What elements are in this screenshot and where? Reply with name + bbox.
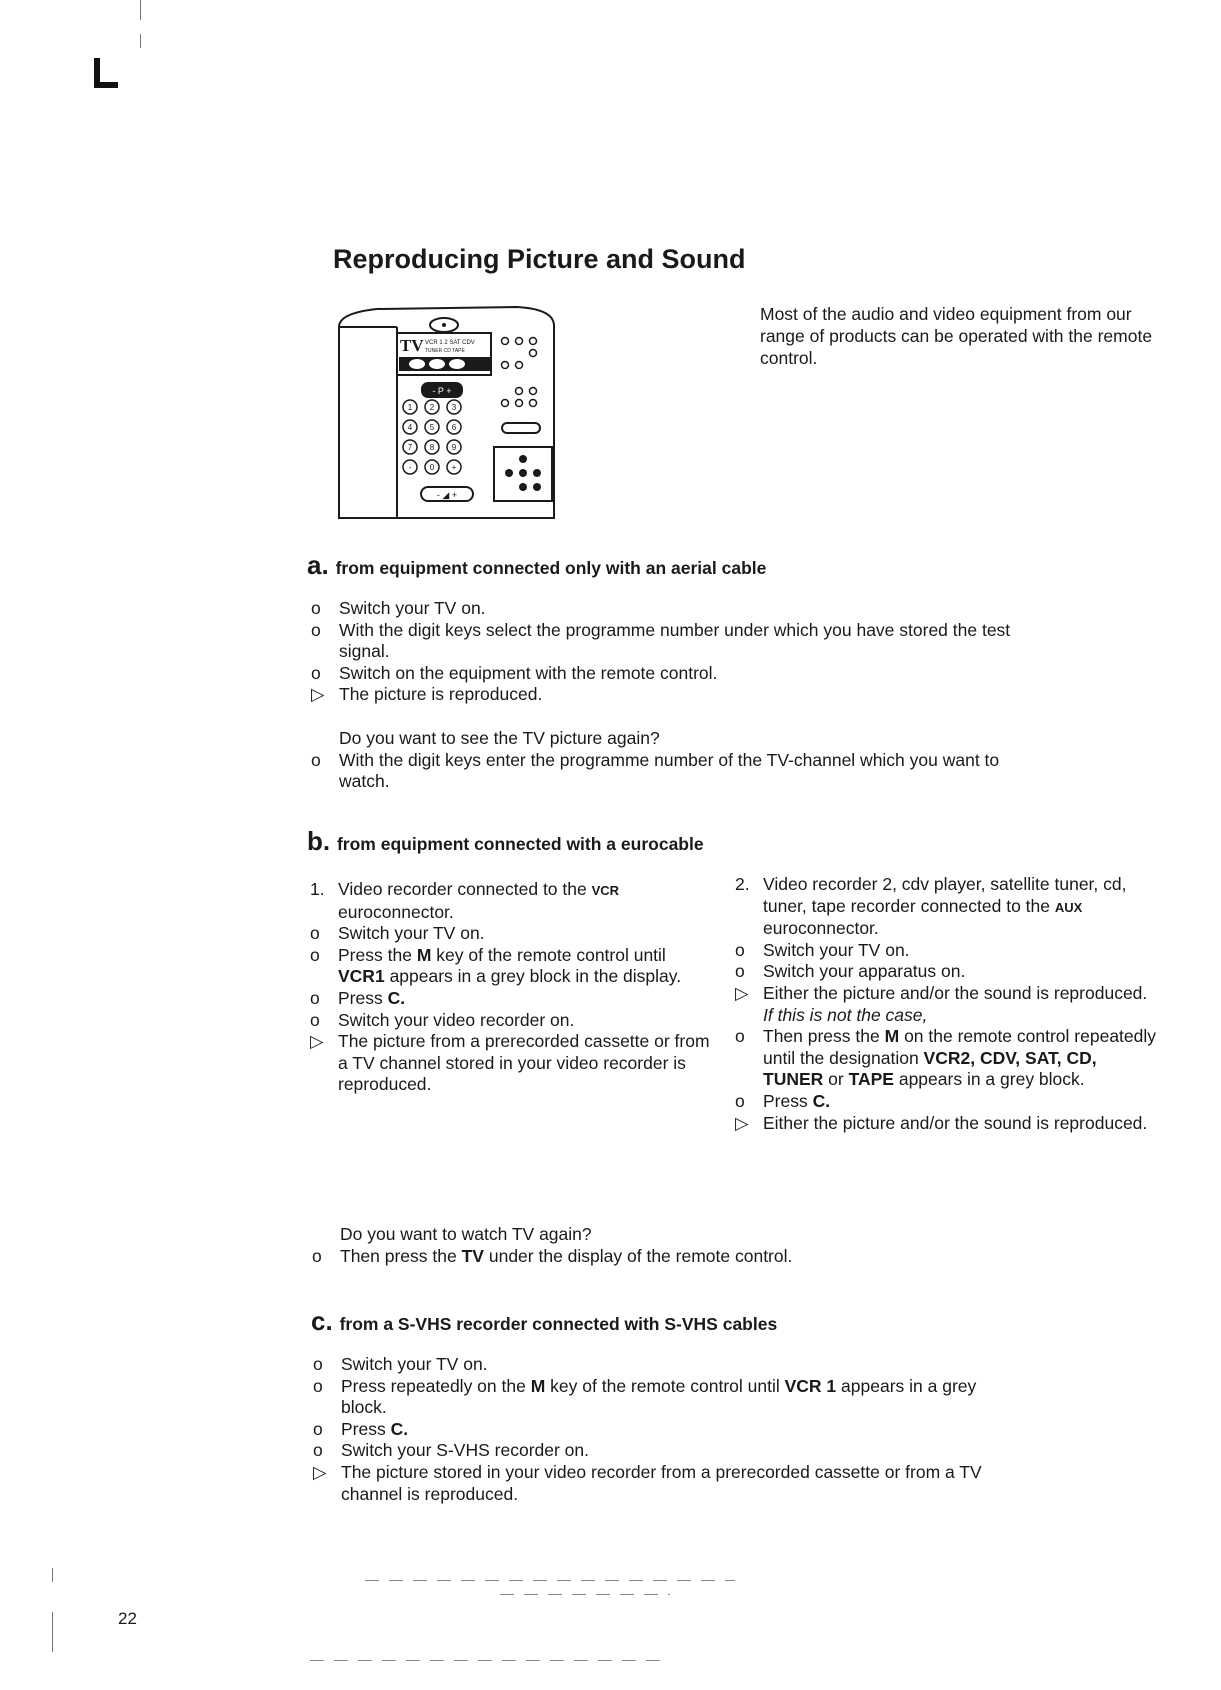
section-a-steps <box>311 598 1011 793</box>
section-heading-bold: eurocable <box>620 834 704 854</box>
result-marker: ▷ <box>310 1031 324 1052</box>
key-label: C. <box>387 987 406 1008</box>
step-text: or <box>828 1069 844 1090</box>
result-marker: ▷ <box>313 1461 327 1482</box>
page-number: 22 <box>118 1609 137 1628</box>
page-title: Reproducing Picture and Sound <box>333 244 746 274</box>
bullet-marker: o <box>735 1090 745 1111</box>
scan-line <box>310 1660 670 1661</box>
list-item <box>313 1440 1013 1462</box>
bullet-marker: o <box>313 1354 323 1374</box>
bullet-marker: o <box>313 1418 323 1439</box>
section-a-heading <box>307 550 766 581</box>
remote-control-illustration <box>337 305 557 519</box>
list-item <box>735 1026 1160 1091</box>
list-item <box>310 1031 710 1096</box>
remote-digit-key: 6 <box>451 423 457 432</box>
bullet-marker: o <box>735 1026 745 1047</box>
list-item <box>735 874 1160 940</box>
bullet-marker: o <box>310 987 320 1008</box>
list-item <box>313 1462 1013 1505</box>
list-item <box>735 1113 1160 1135</box>
bullet-marker: o <box>311 749 321 770</box>
remote-digit-key: 3 <box>451 403 457 412</box>
bullet-marker: o <box>313 1440 323 1461</box>
bullet-marker: o <box>735 961 745 982</box>
step-text: Press repeatedly on the <box>341 1375 526 1396</box>
bullet-marker: o <box>310 944 320 965</box>
list-item <box>313 1419 1013 1441</box>
remote-source-labels-bottom: TUNER CD TAPE <box>425 348 465 354</box>
key-label: M <box>530 1375 546 1396</box>
step-text: key of the remote control until <box>436 944 666 965</box>
scan-line <box>500 1594 670 1595</box>
list-item <box>311 684 1011 706</box>
section-heading-text: from a S-VHS recorder connected with <box>339 1314 660 1334</box>
display-label: VCR 1 <box>784 1375 837 1396</box>
intro-paragraph: Most of the audio and video equipment from our range of products can be operated with the remote control. <box>760 304 1153 368</box>
connector-label: AUX <box>1054 899 1083 915</box>
list-item <box>310 988 710 1010</box>
list-item <box>311 663 1011 685</box>
section-letter: b. <box>307 826 331 856</box>
list-item <box>311 598 1011 620</box>
step-text: Video recorder 2, cdv player, satellite tuner, cd, tuner, tape recorder connected to the <box>763 874 1127 916</box>
list-item <box>310 879 710 923</box>
remote-digit-key: 0 <box>429 463 435 472</box>
step-text: Video recorder connected to the <box>338 879 587 899</box>
step-text: Either the picture and/or the sound is reproduced. <box>763 1112 1148 1133</box>
bullet-marker: o <box>313 1375 323 1396</box>
scan-tick <box>140 0 141 20</box>
remote-digit-key: 5 <box>429 423 435 432</box>
list-item <box>310 923 710 945</box>
remote-digit-key: + <box>451 463 457 472</box>
step-text: The picture is reproduced. <box>339 684 543 705</box>
step-text: Switch your TV on. <box>338 923 485 944</box>
remote-programme-rocker: - P + <box>432 386 452 396</box>
bullet-marker: o <box>310 1009 320 1030</box>
display-label: VCR1 <box>338 966 385 987</box>
list-item <box>735 1005 1160 1027</box>
step-text: Then press the <box>340 1245 457 1266</box>
step-text: Switch your TV on. <box>763 939 910 960</box>
list-item <box>310 1010 710 1032</box>
step-text: Switch your TV on. <box>339 598 486 618</box>
remote-digit-key: 2 <box>429 403 435 412</box>
section-c-steps <box>313 1354 1013 1505</box>
list-item <box>313 1376 1013 1419</box>
step-text: euroconnector. <box>763 918 879 939</box>
step-text: With the digit keys enter the programme number of the TV-channel which you want to watch. <box>339 749 1000 792</box>
step-text: Press <box>763 1090 808 1111</box>
section-b-heading <box>307 826 704 857</box>
remote-digit-key: 8 <box>429 443 435 452</box>
step-text: With the digit keys select the programme number under which you have stored the test signal. <box>339 619 1011 662</box>
key-label: TV <box>461 1245 484 1266</box>
step-text: Switch your S-VHS recorder on. <box>341 1440 590 1461</box>
remote-digit-key: 4 <box>407 423 413 432</box>
list-item <box>735 961 1160 983</box>
step-text: appears in a grey block in the display. <box>389 966 682 987</box>
list-item <box>313 1354 1013 1376</box>
scan-line <box>365 1580 735 1581</box>
section-b-column-1 <box>310 879 710 1096</box>
result-marker: ▷ <box>311 684 325 705</box>
section-letter: c. <box>311 1306 333 1336</box>
section-heading-bold: S-VHS cables <box>664 1314 778 1334</box>
step-text: Either the picture and/or the sound is reproduced. <box>763 982 1148 1003</box>
list-item <box>735 983 1160 1005</box>
bullet-marker: o <box>310 923 320 944</box>
key-label: C. <box>390 1418 409 1439</box>
remote-source-labels-top: VCR 1 2 SAT CDV <box>425 340 475 346</box>
step-text: Switch your TV on. <box>341 1354 488 1374</box>
key-label: M <box>416 944 432 965</box>
section-heading-bold: aerial cable <box>671 558 767 578</box>
remote-tv-label: TV <box>400 336 424 355</box>
step-text: The picture from a prerecorded cassette or from a TV channel stored in your video recorder is reproduced. <box>338 1031 710 1095</box>
remote-digit-key: - <box>408 463 412 472</box>
list-item <box>311 620 1011 663</box>
step-text: Then press the <box>763 1026 880 1047</box>
section-b-return <box>312 1224 1012 1267</box>
step-text: appears in a grey block. <box>341 1375 977 1418</box>
step-text: The picture stored in your video recorder from a prerecorded cassette or from a TV channel is reproduced. <box>341 1461 982 1504</box>
section-letter: a. <box>307 550 329 580</box>
bullet-marker: o <box>311 619 321 640</box>
list-item <box>311 750 1011 793</box>
step-text: on the remote control repeatedly until the designation <box>763 1026 1157 1068</box>
connector-label: VCR <box>591 883 620 898</box>
step-text: under the display of the remote control. <box>488 1245 793 1266</box>
bullet-marker: o <box>312 1245 322 1266</box>
item-number: 1. <box>310 879 325 899</box>
step-text: appears in a grey block. <box>898 1069 1085 1090</box>
list-item <box>312 1224 1012 1246</box>
bullet-marker: o <box>311 662 321 683</box>
remote-digit-key: 1 <box>407 403 413 412</box>
remote-digit-key: 9 <box>451 443 457 452</box>
result-marker: ▷ <box>735 982 749 1003</box>
remote-digit-key: 7 <box>407 443 413 452</box>
step-text: Switch on the equipment with the remote control. <box>339 662 718 683</box>
note-text: If this is not the case, <box>763 1004 928 1025</box>
step-text: Press the <box>338 944 412 965</box>
list-item <box>310 945 710 988</box>
step-text: Press <box>338 987 383 1008</box>
question-text: Do you want to watch TV again? <box>340 1224 592 1244</box>
display-label: TAPE <box>848 1069 894 1090</box>
scan-tick <box>140 34 141 48</box>
bullet-marker: o <box>311 598 321 618</box>
section-c-heading <box>311 1306 777 1337</box>
list-item <box>312 1246 1012 1268</box>
item-number: 2. <box>735 874 750 894</box>
scan-tick <box>52 1612 53 1652</box>
question-text: Do you want to see the TV picture again? <box>339 727 660 748</box>
step-text: Switch your video recorder on. <box>338 1009 575 1030</box>
section-heading-text: from equipment connected with a <box>336 834 617 854</box>
list-item <box>311 728 1011 750</box>
section-heading-text: from equipment connected only with an <box>335 558 667 578</box>
section-b-column-2 <box>735 874 1160 1134</box>
result-marker: ▷ <box>735 1112 749 1133</box>
bullet-marker: o <box>735 939 745 960</box>
list-item <box>735 1091 1160 1113</box>
remote-volume-rocker: - ◢ + <box>436 490 458 500</box>
step-text: euroconnector. <box>338 901 454 922</box>
display-label: VCR2, CDV, SAT, CD, TUNER <box>763 1047 1097 1090</box>
key-label: C. <box>812 1090 831 1111</box>
step-text: Switch your apparatus on. <box>763 961 966 982</box>
scan-tick <box>52 1568 53 1582</box>
list-item <box>735 940 1160 962</box>
step-text: Press <box>341 1418 386 1439</box>
key-label: M <box>884 1026 900 1047</box>
step-text: key of the remote control until <box>550 1375 780 1396</box>
